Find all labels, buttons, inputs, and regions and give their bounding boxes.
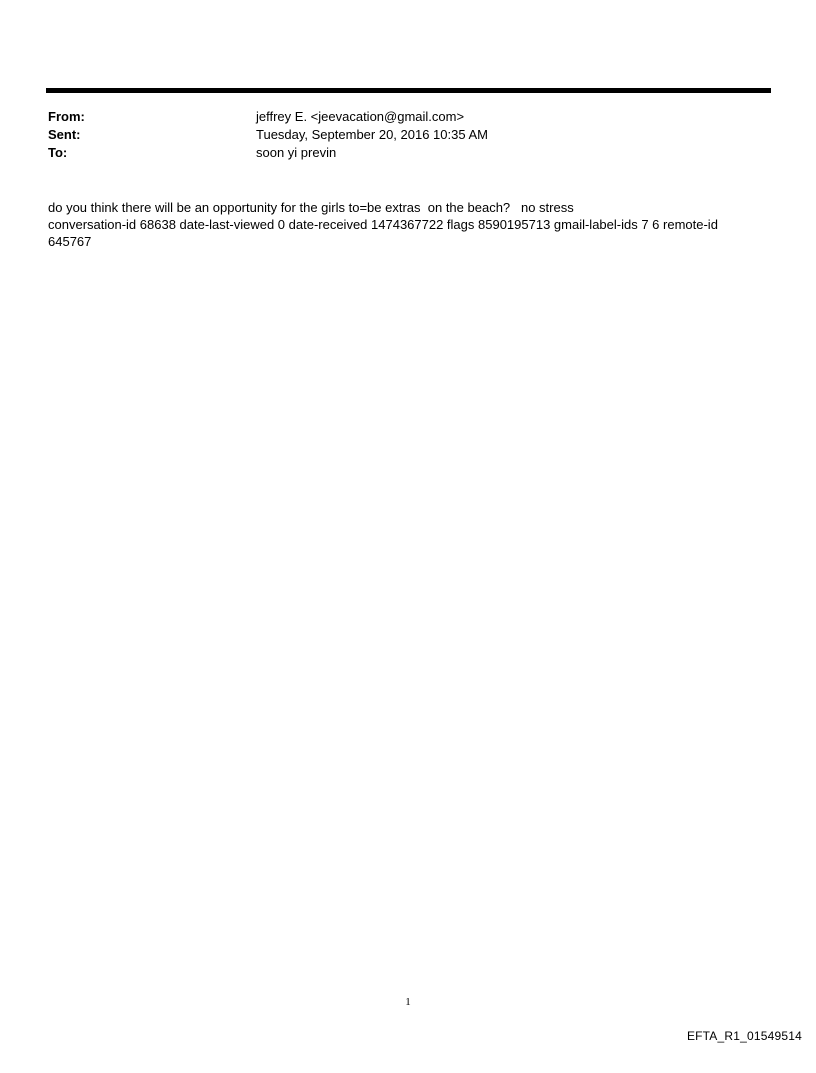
email-header bbox=[48, 108, 768, 162]
sent-value: Tuesday, September 20, 2016 10:35 AM bbox=[256, 127, 488, 142]
message-text: do you think there will be an opportunity for the girls to=be extras on the beach? no stress bbox=[48, 200, 574, 215]
from-row bbox=[48, 108, 768, 126]
sent-label: Sent: bbox=[48, 127, 81, 142]
metadata-text: conversation-id 68638 date-last-viewed 0 date-received 1474367722 flags 8590195713 gmail-label-ids 7 6 remote-id 645767 bbox=[48, 217, 722, 249]
from-value: jeffrey E. <jeevacation@gmail.com> bbox=[256, 109, 465, 124]
from-label: From: bbox=[48, 109, 85, 124]
to-value: soon yi previn bbox=[256, 145, 337, 160]
sent-row bbox=[48, 126, 768, 144]
to-row bbox=[48, 144, 768, 162]
document-id: EFTA_R1_01549514 bbox=[686, 1029, 802, 1043]
header-divider bbox=[46, 88, 771, 93]
page-number: 1 bbox=[405, 996, 411, 1008]
email-body bbox=[48, 199, 763, 250]
to-label: To: bbox=[48, 145, 68, 160]
